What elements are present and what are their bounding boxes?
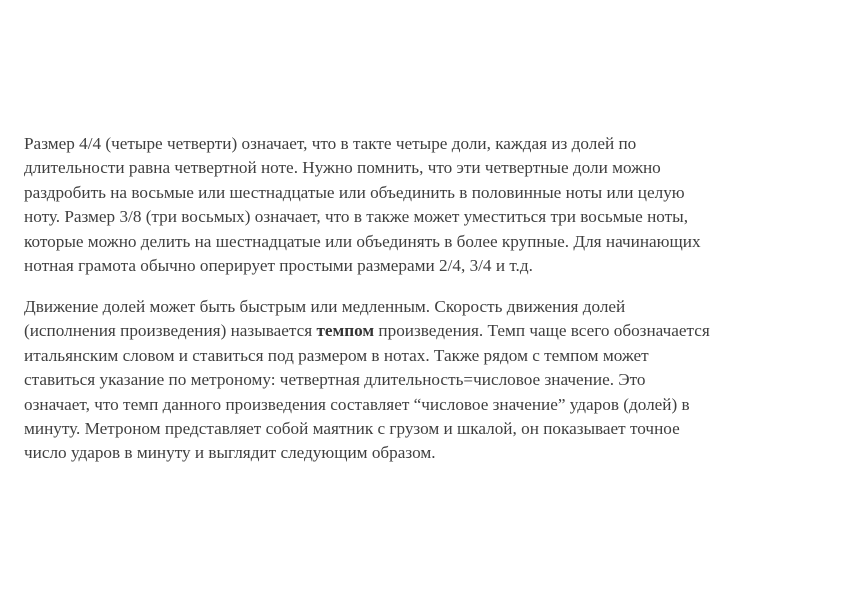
text-fragment: (исполнения произведения) называется xyxy=(24,321,317,341)
text-fragment: произведения. Темп чаще всего обозначается xyxy=(374,321,710,341)
paragraph-line: которые можно делить на шестнадцатые или объединять в более крупные. Для начинающих xyxy=(24,231,701,251)
paragraph-line: число ударов в минуту и выглядит следующим образом. xyxy=(24,443,436,463)
paragraph-line: итальянским словом и ставиться под размером в нотах. Также рядом с темпом может xyxy=(24,345,649,365)
paragraph-line: раздробить на восьмые или шестнадцатые или объединить в половинные ноты или целую xyxy=(24,182,685,202)
paragraph-time-signature xyxy=(24,132,824,278)
paragraph-line: ноту. Размер 3/8 (три восьмых) означает, что в также может уместиться три восьмые ноты, xyxy=(24,207,689,227)
paragraph-line: ставиться указание по метроному: четвертная длительность=числовое значение. Это xyxy=(24,370,646,390)
tempo-term: темпом xyxy=(316,321,375,341)
paragraph-line: нотная грамота обычно оперирует простыми размерами 2/4, 3/4 и т.д. xyxy=(24,256,533,276)
paragraph-line: означает, что темп данного произведения составляет “числовое значение” ударов (долей) в xyxy=(24,394,690,414)
paragraph-line: минуту. Метроном представляет собой маятник с грузом и шкалой, он показывает точное xyxy=(24,419,680,439)
paragraph-line: Движение долей может быть быстрым или медленным. Скорость движения долей xyxy=(24,297,626,316)
paragraph-line: Размер 4/4 (четыре четверти) означает, что в такте четыре доли, каждая из долей по xyxy=(24,134,637,153)
paragraph-line-with-term xyxy=(24,319,824,343)
paragraph-line: длительности равна четвертной ноте. Нужно помнить, что эти четвертные доли можно xyxy=(24,158,661,178)
paragraph-tempo xyxy=(24,295,824,466)
